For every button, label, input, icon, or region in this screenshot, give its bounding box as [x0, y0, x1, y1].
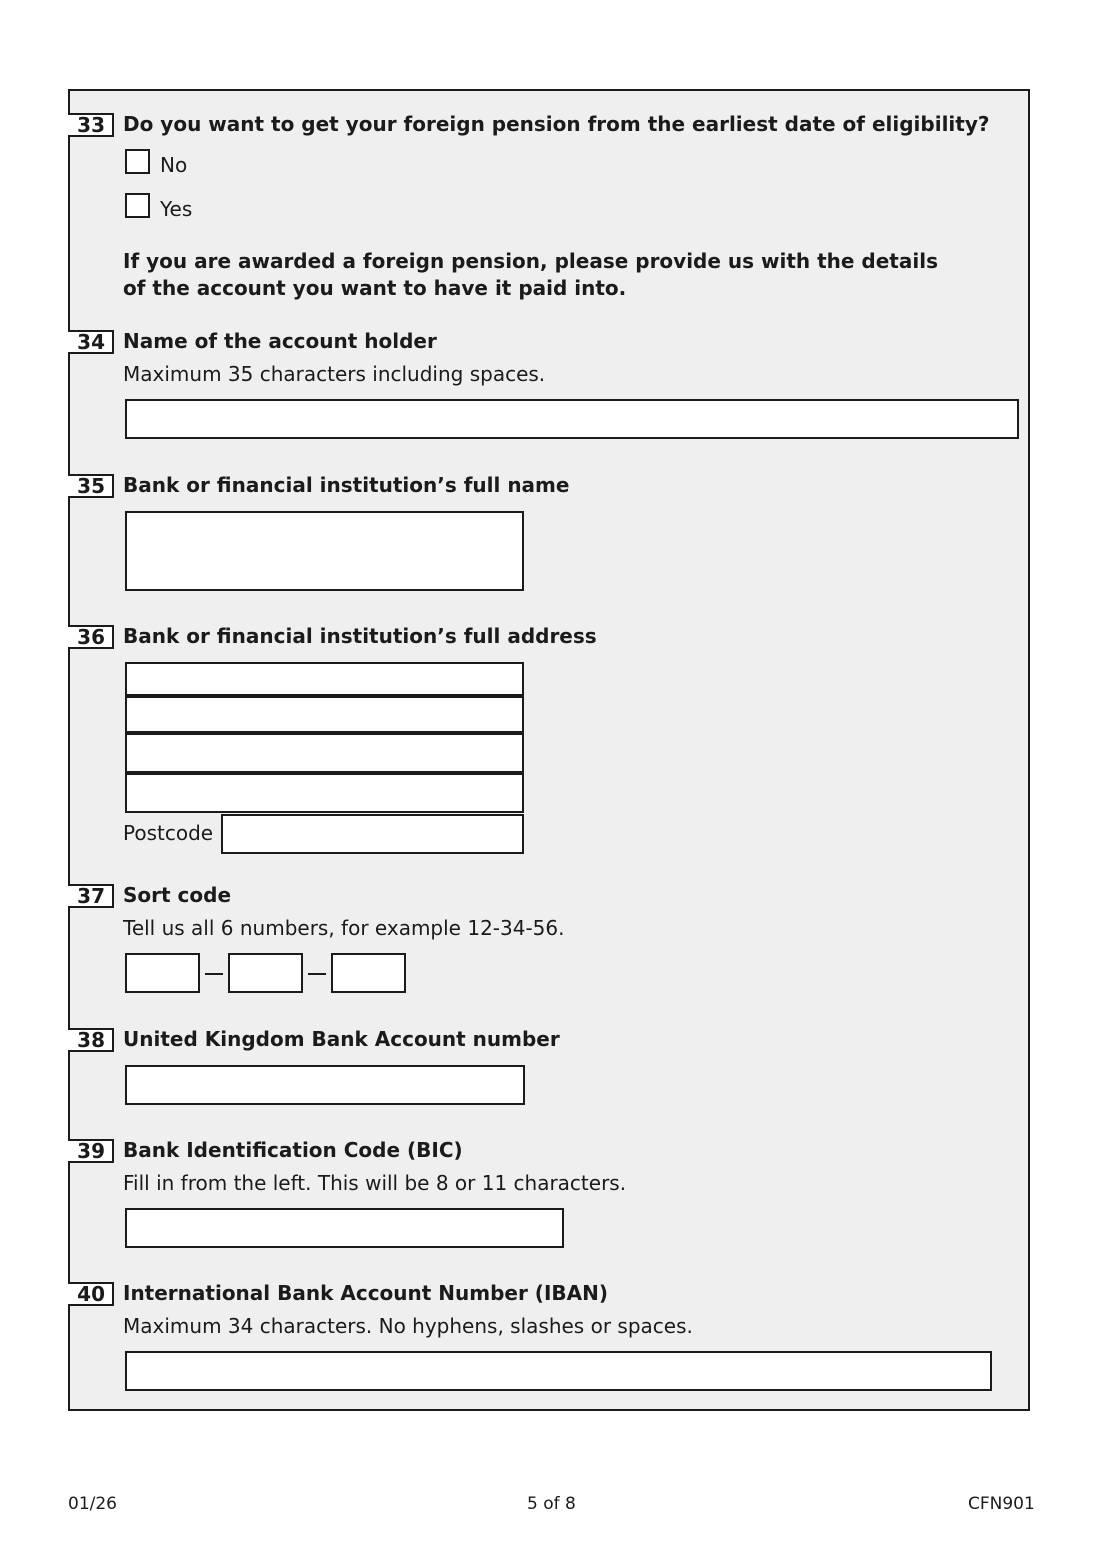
question-39-title: Bank Identification Code (BIC) [123, 1138, 463, 1162]
question-number-38: 38 [68, 1028, 114, 1052]
question-34-title: Name of the account holder [123, 329, 437, 353]
bank-address-line-2-input[interactable] [125, 696, 524, 733]
question-number-39: 39 [68, 1139, 114, 1163]
bank-name-input[interactable] [125, 511, 524, 591]
footer-date-code: 01/26 [68, 1494, 117, 1514]
question-35-title: Bank or financial institution’s full name [123, 473, 570, 497]
sort-code-separator-1 [205, 973, 223, 975]
question-36-title: Bank or financial institution’s full address [123, 624, 597, 648]
question-number-40: 40 [68, 1282, 114, 1306]
footer-form-code: CFN901 [968, 1494, 1035, 1514]
instruction-line-2: of the account you want to have it paid into. [123, 276, 627, 300]
sort-code-part-1-input[interactable] [125, 953, 200, 993]
question-number-34: 34 [68, 330, 114, 354]
checkbox-yes[interactable] [125, 193, 150, 218]
instruction-line-1: If you are awarded a foreign pension, please provide us with the details [123, 249, 938, 273]
question-40-title: International Bank Account Number (IBAN) [123, 1281, 608, 1305]
iban-input[interactable] [125, 1351, 992, 1391]
sort-code-separator-2 [308, 973, 326, 975]
uk-account-number-input[interactable] [125, 1065, 525, 1105]
form-panel [68, 89, 1030, 1411]
postcode-input[interactable] [221, 814, 524, 854]
account-details-instruction [123, 248, 938, 302]
bank-address-line-4-input[interactable] [125, 773, 524, 813]
account-holder-name-input[interactable] [125, 399, 1019, 439]
sort-code-part-3-input[interactable] [331, 953, 406, 993]
sort-code-part-2-input[interactable] [228, 953, 303, 993]
question-34-hint: Maximum 35 characters including spaces. [123, 362, 546, 386]
question-number-35: 35 [68, 474, 114, 498]
bank-address-line-3-input[interactable] [125, 733, 524, 773]
question-37-hint: Tell us all 6 numbers, for example 12-34-56. [123, 916, 565, 940]
question-33-title: Do you want to get your foreign pension from the earliest date of eligibility? [123, 112, 990, 136]
question-39-hint: Fill in from the left. This will be 8 or 11 characters. [123, 1171, 627, 1195]
question-38-title: United Kingdom Bank Account number [123, 1027, 560, 1051]
checkbox-yes-label: Yes [160, 197, 193, 221]
question-40-hint: Maximum 34 characters. No hyphens, slashes or spaces. [123, 1314, 693, 1338]
checkbox-no[interactable] [125, 149, 150, 174]
question-37-title: Sort code [123, 883, 232, 907]
footer-page-number: 5 of 8 [527, 1494, 576, 1514]
question-number-36: 36 [68, 625, 114, 649]
checkbox-no-label: No [160, 153, 188, 177]
question-number-37: 37 [68, 884, 114, 908]
postcode-label: Postcode [123, 821, 214, 845]
bic-input[interactable] [125, 1208, 564, 1248]
question-number-33: 33 [68, 113, 114, 137]
bank-address-line-1-input[interactable] [125, 662, 524, 696]
